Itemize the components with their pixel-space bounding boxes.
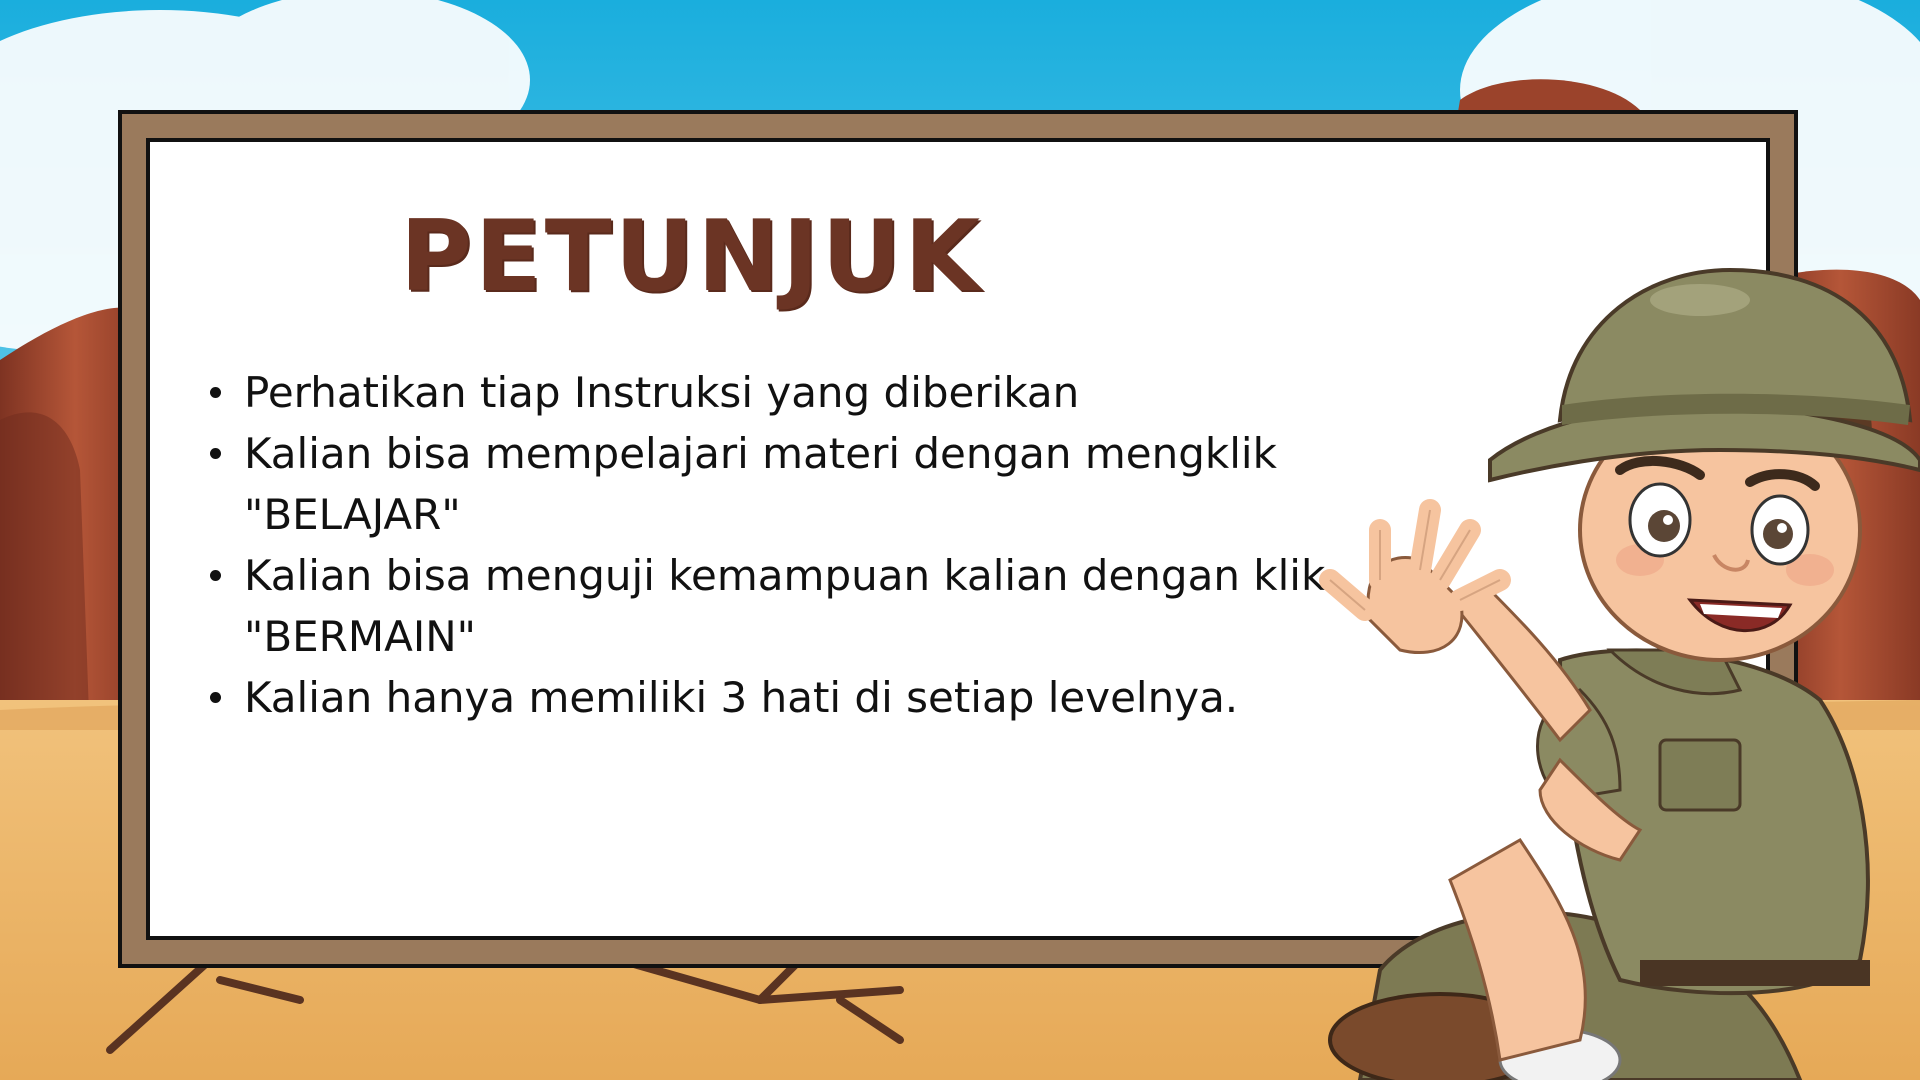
instruction-text: Kalian bisa mempelajari materi dengan mengklik "BELAJAR" — [244, 429, 1277, 539]
instruction-text: Kalian bisa menguji kemampuan kalian dengan klik "BERMAIN" — [244, 551, 1326, 661]
instruction-text: Kalian hanya memiliki 3 hati di setiap levelnya. — [244, 673, 1239, 722]
page-title: PETUNJUK — [400, 200, 984, 314]
instruction-text: Perhatikan tiap Instruksi yang diberikan — [244, 368, 1080, 417]
